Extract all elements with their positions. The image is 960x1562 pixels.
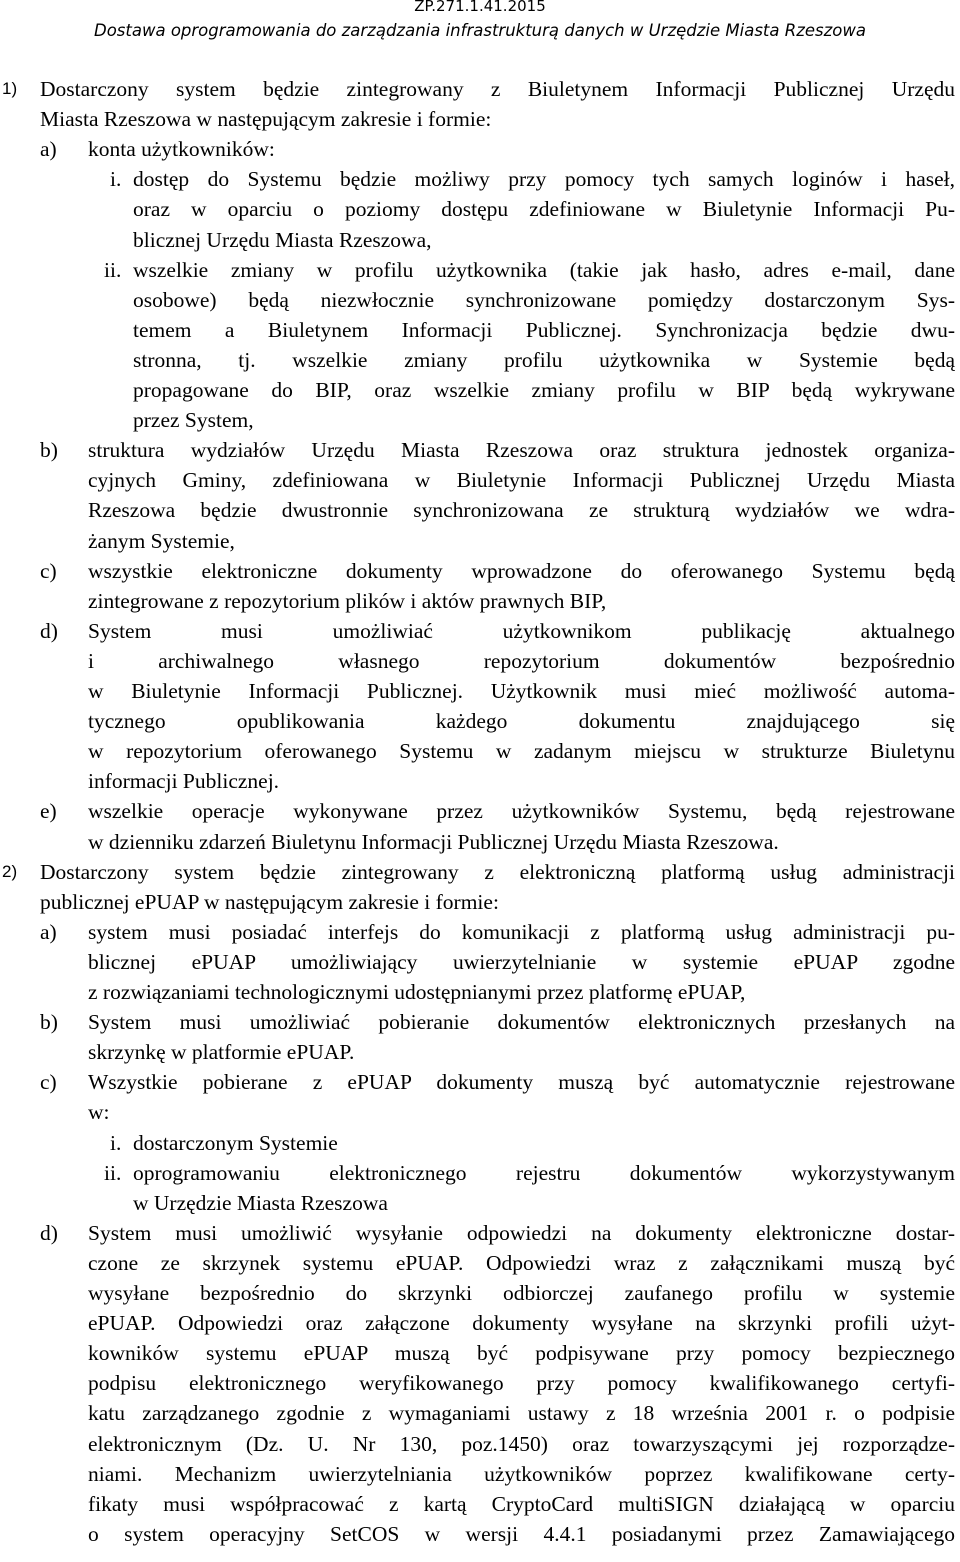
item-2d-text-line: System musi umożliwić wysyłanie odpowiedzi na dokumenty elektroniczne dostar-: [88, 1220, 955, 1245]
item-1b-text-line: cyjnych Gminy, zdefiniowana w Biuletynie Informacji Publicznej Urzędu Miasta: [88, 468, 955, 493]
item-2d-text-line: niami. Mechanizm uwierzytelniania użytkowników poprzez kwalifikowane certy-: [88, 1461, 955, 1486]
item-2d-text-line: o system operacyjny SetCOS w wersji 4.4.1 posiadanymi przez Zamawiającego: [88, 1521, 955, 1546]
item-2c-text-line: Wszystkie pobierane z ePUAP dokumenty muszą być automatycznie rejestrowane: [88, 1070, 955, 1095]
item-2d-text-line: elektronicznym (Dz. U. Nr 130, poz.1450) oraz towarzyszącymi jej rozporządze-: [88, 1431, 955, 1456]
item-1a-ii-text-line: przez System,: [133, 408, 254, 433]
item-2b-text-line: skrzynkę w platformie ePUAP.: [88, 1040, 355, 1065]
item-1a-text-line: konta użytkowników:: [88, 137, 275, 162]
item-1d-text-line: w repozytorium oferowanego Systemu w zadanym miejscu w strukturze Biuletynu: [88, 739, 955, 764]
item-2d-text-line: fikaty musi współpracować z kartą CryptoCard multiSIGN działającą w oparciu: [88, 1491, 955, 1516]
item-2a-label: a): [40, 919, 57, 944]
item-2a-text-line: blicznej ePUAP umożliwiający uwierzytelnianie w systemie ePUAP zgodne: [88, 949, 955, 974]
item-2c-i-text-line: dostarczonym Systemie: [133, 1130, 338, 1155]
section-1-text-line: Dostarczony system będzie zintegrowany z Biuletynem Informacji Publicznej Urzędu: [40, 77, 955, 101]
item-2c-text-line: w:: [88, 1100, 110, 1125]
item-2a-text-line: system musi posiadać interfejs do komunikacji z platformą usług administracji pu-: [88, 919, 955, 944]
item-1b-label: b): [40, 438, 58, 463]
section-2-text-line: publicznej ePUAP w następującym zakresie i formie:: [40, 889, 499, 914]
item-1a-ii-text-line: osobowe) będą niezwłocznie synchronizowane pomiędzy dostarczonym Sys-: [133, 287, 955, 312]
item-1a-ii-text-line: propagowane do BIP, oraz wszelkie zmiany profilu w BIP będą wykrywane: [133, 378, 955, 402]
item-1b-text-line: struktura wydziałów Urzędu Miasta Rzeszowa oraz struktura jednostek organiza-: [88, 438, 955, 463]
item-2b-label: b): [40, 1010, 58, 1035]
item-2a-text-line: z rozwiązaniami technologicznymi udostępnianymi przez platformę ePUAP,: [88, 980, 746, 1004]
item-1b-text-line: Rzeszowa będzie dwustronnie synchronizowana ze strukturą wydziałów we wdra-: [88, 498, 955, 523]
item-1d-text-line: i archiwalnego własnego repozytorium dokumentów bezpośrednio: [88, 648, 955, 673]
item-2c-ii-text-line: w Urzędzie Miasta Rzeszowa: [133, 1190, 388, 1215]
section-2-label: 2): [2, 861, 18, 881]
item-2c-i-label: i.: [110, 1130, 122, 1155]
item-1c-text-line: zintegrowane z repozytorium plików i aktów prawnych BIP,: [88, 588, 607, 613]
item-1a-label: a): [40, 137, 57, 162]
item-1d-text-line: tycznego opublikowania każdego dokumentu znajdującego się: [88, 709, 955, 734]
item-1d-text-line: informacji Publicznej.: [88, 769, 280, 794]
item-1a-i-text-line: blicznej Urzędu Miasta Rzeszowa,: [133, 227, 432, 252]
item-1e-text-line: wszelkie operacje wykonywane przez użytkowników Systemu, będą rejestrowane: [88, 799, 955, 824]
section-1-label: 1): [2, 79, 18, 98]
section-1-text-line: Miasta Rzeszowa w następującym zakresie i formie:: [40, 107, 492, 132]
item-2d-text-line: katu zarządzanego zgodnie z wymaganiami ustawy z 18 września 2001 r. o podpisie: [88, 1401, 955, 1426]
item-1a-ii-text-line: temem a Biuletynem Informacji Publicznej. Synchronizacja będzie dwu-: [133, 317, 955, 342]
item-2d-label: d): [40, 1220, 58, 1245]
item-1c-label: c): [40, 558, 57, 583]
item-1b-text-line: żanym Systemie,: [88, 528, 235, 553]
item-2c-label: c): [40, 1070, 57, 1095]
item-1d-label: d): [40, 618, 58, 643]
item-2c-ii-label: ii.: [104, 1160, 122, 1185]
item-2d-text-line: ePUAP. Odpowiedzi oraz załączone dokumenty wysyłane na skrzynki profili użyt-: [88, 1311, 955, 1336]
item-1e-label: e): [40, 799, 57, 824]
item-1c-text-line: wszystkie elektroniczne dokumenty wprowadzone do oferowanego Systemu będą: [88, 558, 955, 583]
item-1a-i-text-line: oraz w oparciu o poziomy dostępu zdefiniowane w Biuletynie Informacji Pu-: [133, 197, 955, 222]
section-2-text-line: Dostarczony system będzie zintegrowany z elektroniczną platformą usług administracji: [40, 859, 955, 884]
item-2d-text-line: czone ze skrzynek systemu ePUAP. Odpowiedzi wraz z załącznikami muszą być: [88, 1250, 955, 1275]
item-1a-ii-label: ii.: [104, 257, 122, 282]
item-1a-ii-text-line: wszelkie zmiany w profilu użytkownika (takie jak hasło, adres e-mail, dane: [133, 257, 955, 282]
item-1a-i-text-line: dostęp do Systemu będzie możliwy przy pomocy tych samych loginów i haseł,: [133, 167, 955, 192]
document-reference-number: ZP.271.1.41.2015: [414, 0, 546, 15]
item-2b-text-line: System musi umożliwiać pobieranie dokumentów elektronicznych przesłanych na: [88, 1010, 955, 1035]
item-2c-ii-text-line: oprogramowaniu elektronicznego rejestru dokumentów wykorzystywanym: [133, 1160, 955, 1185]
item-1d-text-line: w Biuletynie Informacji Publicznej. Użytkownik musi mieć możliwość automa-: [88, 679, 955, 703]
item-2d-text-line: podpisu elektronicznego weryfikowanego przy pomocy kwalifikowanego certyfi-: [88, 1371, 955, 1396]
item-2d-text-line: wysyłane bezpośrednio do skrzynki odbiorczej zaufanego profilu w systemie: [88, 1281, 955, 1305]
item-1a-i-label: i.: [110, 167, 122, 192]
item-1e-text-line: w dzienniku zdarzeń Biuletynu Informacji Publicznej Urzędu Miasta Rzeszowa.: [88, 829, 779, 854]
item-2d-text-line: kowników systemu ePUAP muszą być podpisywane przy pomocy bezpiecznego: [88, 1341, 955, 1366]
item-1a-ii-text-line: stronna, tj. wszelkie zmiany profilu użytkownika w Systemie będą: [133, 347, 955, 372]
item-1d-text-line: System musi umożliwiać użytkownikom publikację aktualnego: [88, 618, 955, 643]
document-subject-header: Dostawa oprogramowania do zarządzania infrastrukturą danych w Urzędzie Miasta Rzeszowa: [94, 21, 866, 40]
